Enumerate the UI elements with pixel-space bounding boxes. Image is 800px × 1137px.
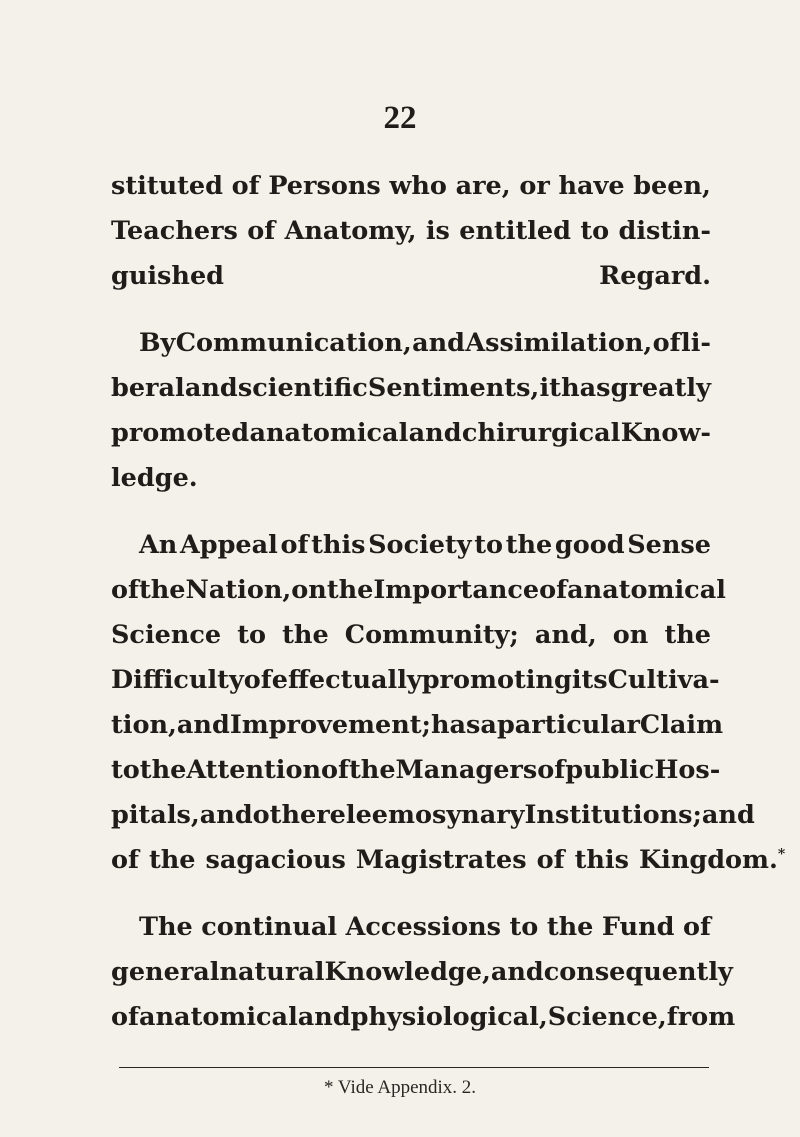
footnote: * Vide Appendix. 2. (323, 1077, 477, 1098)
text-line: Science to the Community; and, on the (111, 620, 711, 650)
text-line: pitals, and other eleemosynary Institutions; and (111, 800, 755, 830)
paragraph (111, 321, 711, 501)
text-line: By Communication, and Assimilation, of li- (139, 328, 711, 358)
text-line: general natural Knowledge, and consequently (111, 957, 733, 987)
paragraph (111, 905, 736, 1040)
text-line: of the Nation, on the Importance of anatomical (111, 575, 726, 605)
paragraph-gap (111, 501, 711, 523)
footnote-divider (119, 1067, 709, 1068)
text-line: guished Regard. (111, 261, 711, 291)
paragraph-gap (111, 299, 711, 321)
text-line: stituted of Persons who are, or have been, (111, 171, 711, 201)
text-line: beral and scientific Sentiments, it has greatly (111, 373, 711, 403)
paragraph (111, 164, 711, 299)
text-line: tion, and Improvement; has a particular Claim (111, 710, 724, 740)
page-number: 22 (383, 100, 417, 136)
paragraph-gap (111, 883, 711, 905)
text-line: promoted anatomical and chirurgical Know- (111, 418, 711, 448)
body-text (111, 164, 786, 1040)
text-line: Teachers of Anatomy, is entitled to distin- (111, 216, 711, 246)
paragraph (111, 523, 786, 883)
text-line: The continual Accessions to the Fund of (139, 912, 711, 942)
text-line: An Appeal of this Society to the good Sense (139, 530, 711, 560)
text-line: ledge. (111, 463, 198, 493)
text-line: Difficulty of effectually promoting its Cultiva- (111, 665, 720, 695)
text-line: of the sagacious Magistrates of this Kingdom.* (111, 845, 786, 875)
text-line: of anatomical and physiological, Science, from (111, 1002, 736, 1032)
text-line: to the Attention of the Managers of public Hos- (111, 755, 721, 785)
